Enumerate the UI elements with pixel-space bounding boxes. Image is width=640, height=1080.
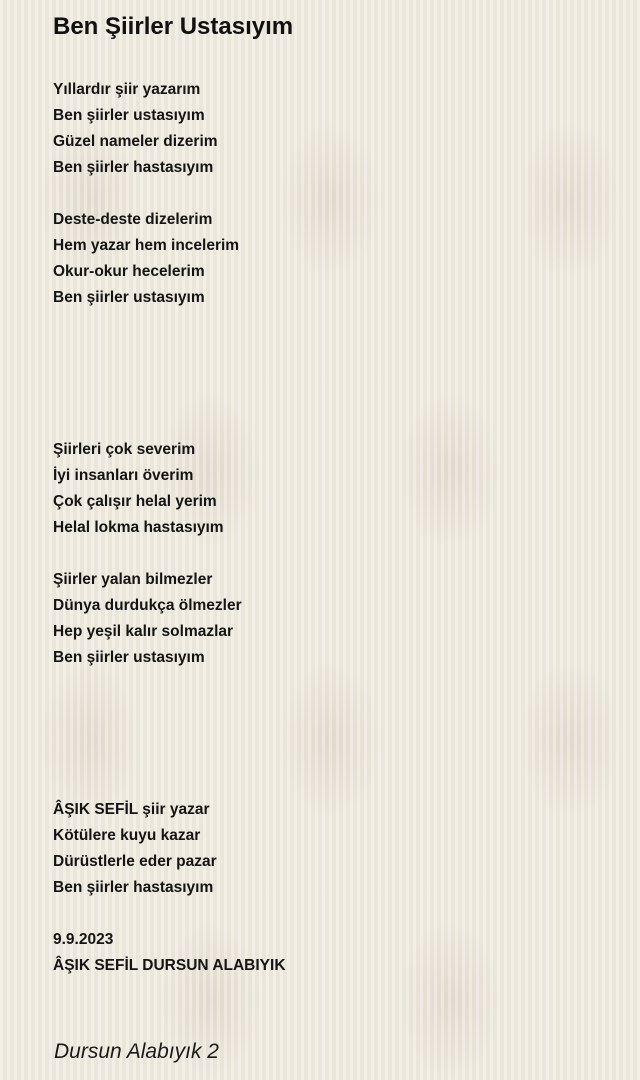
poem-signature xyxy=(53,927,286,979)
poem-line: ÂŞIK SEFİL şiir yazar xyxy=(53,801,210,818)
poem-date: 9.9.2023 xyxy=(53,931,114,948)
poem-line: Ben şiirler hastasıyım xyxy=(53,879,214,896)
poem-line: Şiirler yalan bilmezler xyxy=(53,571,213,588)
poem-line: Hem yazar hem incelerim xyxy=(53,237,240,254)
poem-line: Yıllardır şiir yazarım xyxy=(53,81,201,98)
poem-title: Ben Şiirler Ustasıyım xyxy=(53,13,294,40)
poem-line: Ben şiirler ustasıyım xyxy=(53,289,205,306)
author-name: Dursun Alabıyık 2 xyxy=(54,1040,219,1063)
poem-line: Çok çalışır helal yerim xyxy=(53,493,217,510)
stanza-1 xyxy=(53,77,218,181)
poem-line: Ben şiirler ustasıyım xyxy=(53,649,205,666)
poem-line: Ben şiirler ustasıyım xyxy=(53,107,205,124)
poem-line: İyi insanları överim xyxy=(53,467,194,484)
stanza-2 xyxy=(53,207,239,311)
poem-line: Ben şiirler hastasıyım xyxy=(53,159,214,176)
poem-line: Dünya durdukça ölmezler xyxy=(53,597,242,614)
poem-line: Şiirleri çok severim xyxy=(53,441,196,458)
poem-line: Kötülere kuyu kazar xyxy=(53,827,201,844)
poem-line: Deste-deste dizelerim xyxy=(53,211,213,228)
poem-line: Helal lokma hastasıyım xyxy=(53,519,224,536)
stanza-3 xyxy=(53,437,224,541)
poem-signature-name: ÂŞIK SEFİL DURSUN ALABIYIK xyxy=(53,957,286,974)
poem-line: Okur-okur hecelerim xyxy=(53,263,205,280)
poem-line: Hep yeşil kalır solmazlar xyxy=(53,623,234,640)
poem-line: Dürüstlerle eder pazar xyxy=(53,853,217,870)
poem-line: Güzel nameler dizerim xyxy=(53,133,218,150)
stanza-5 xyxy=(53,797,217,901)
stanza-4 xyxy=(53,567,242,671)
